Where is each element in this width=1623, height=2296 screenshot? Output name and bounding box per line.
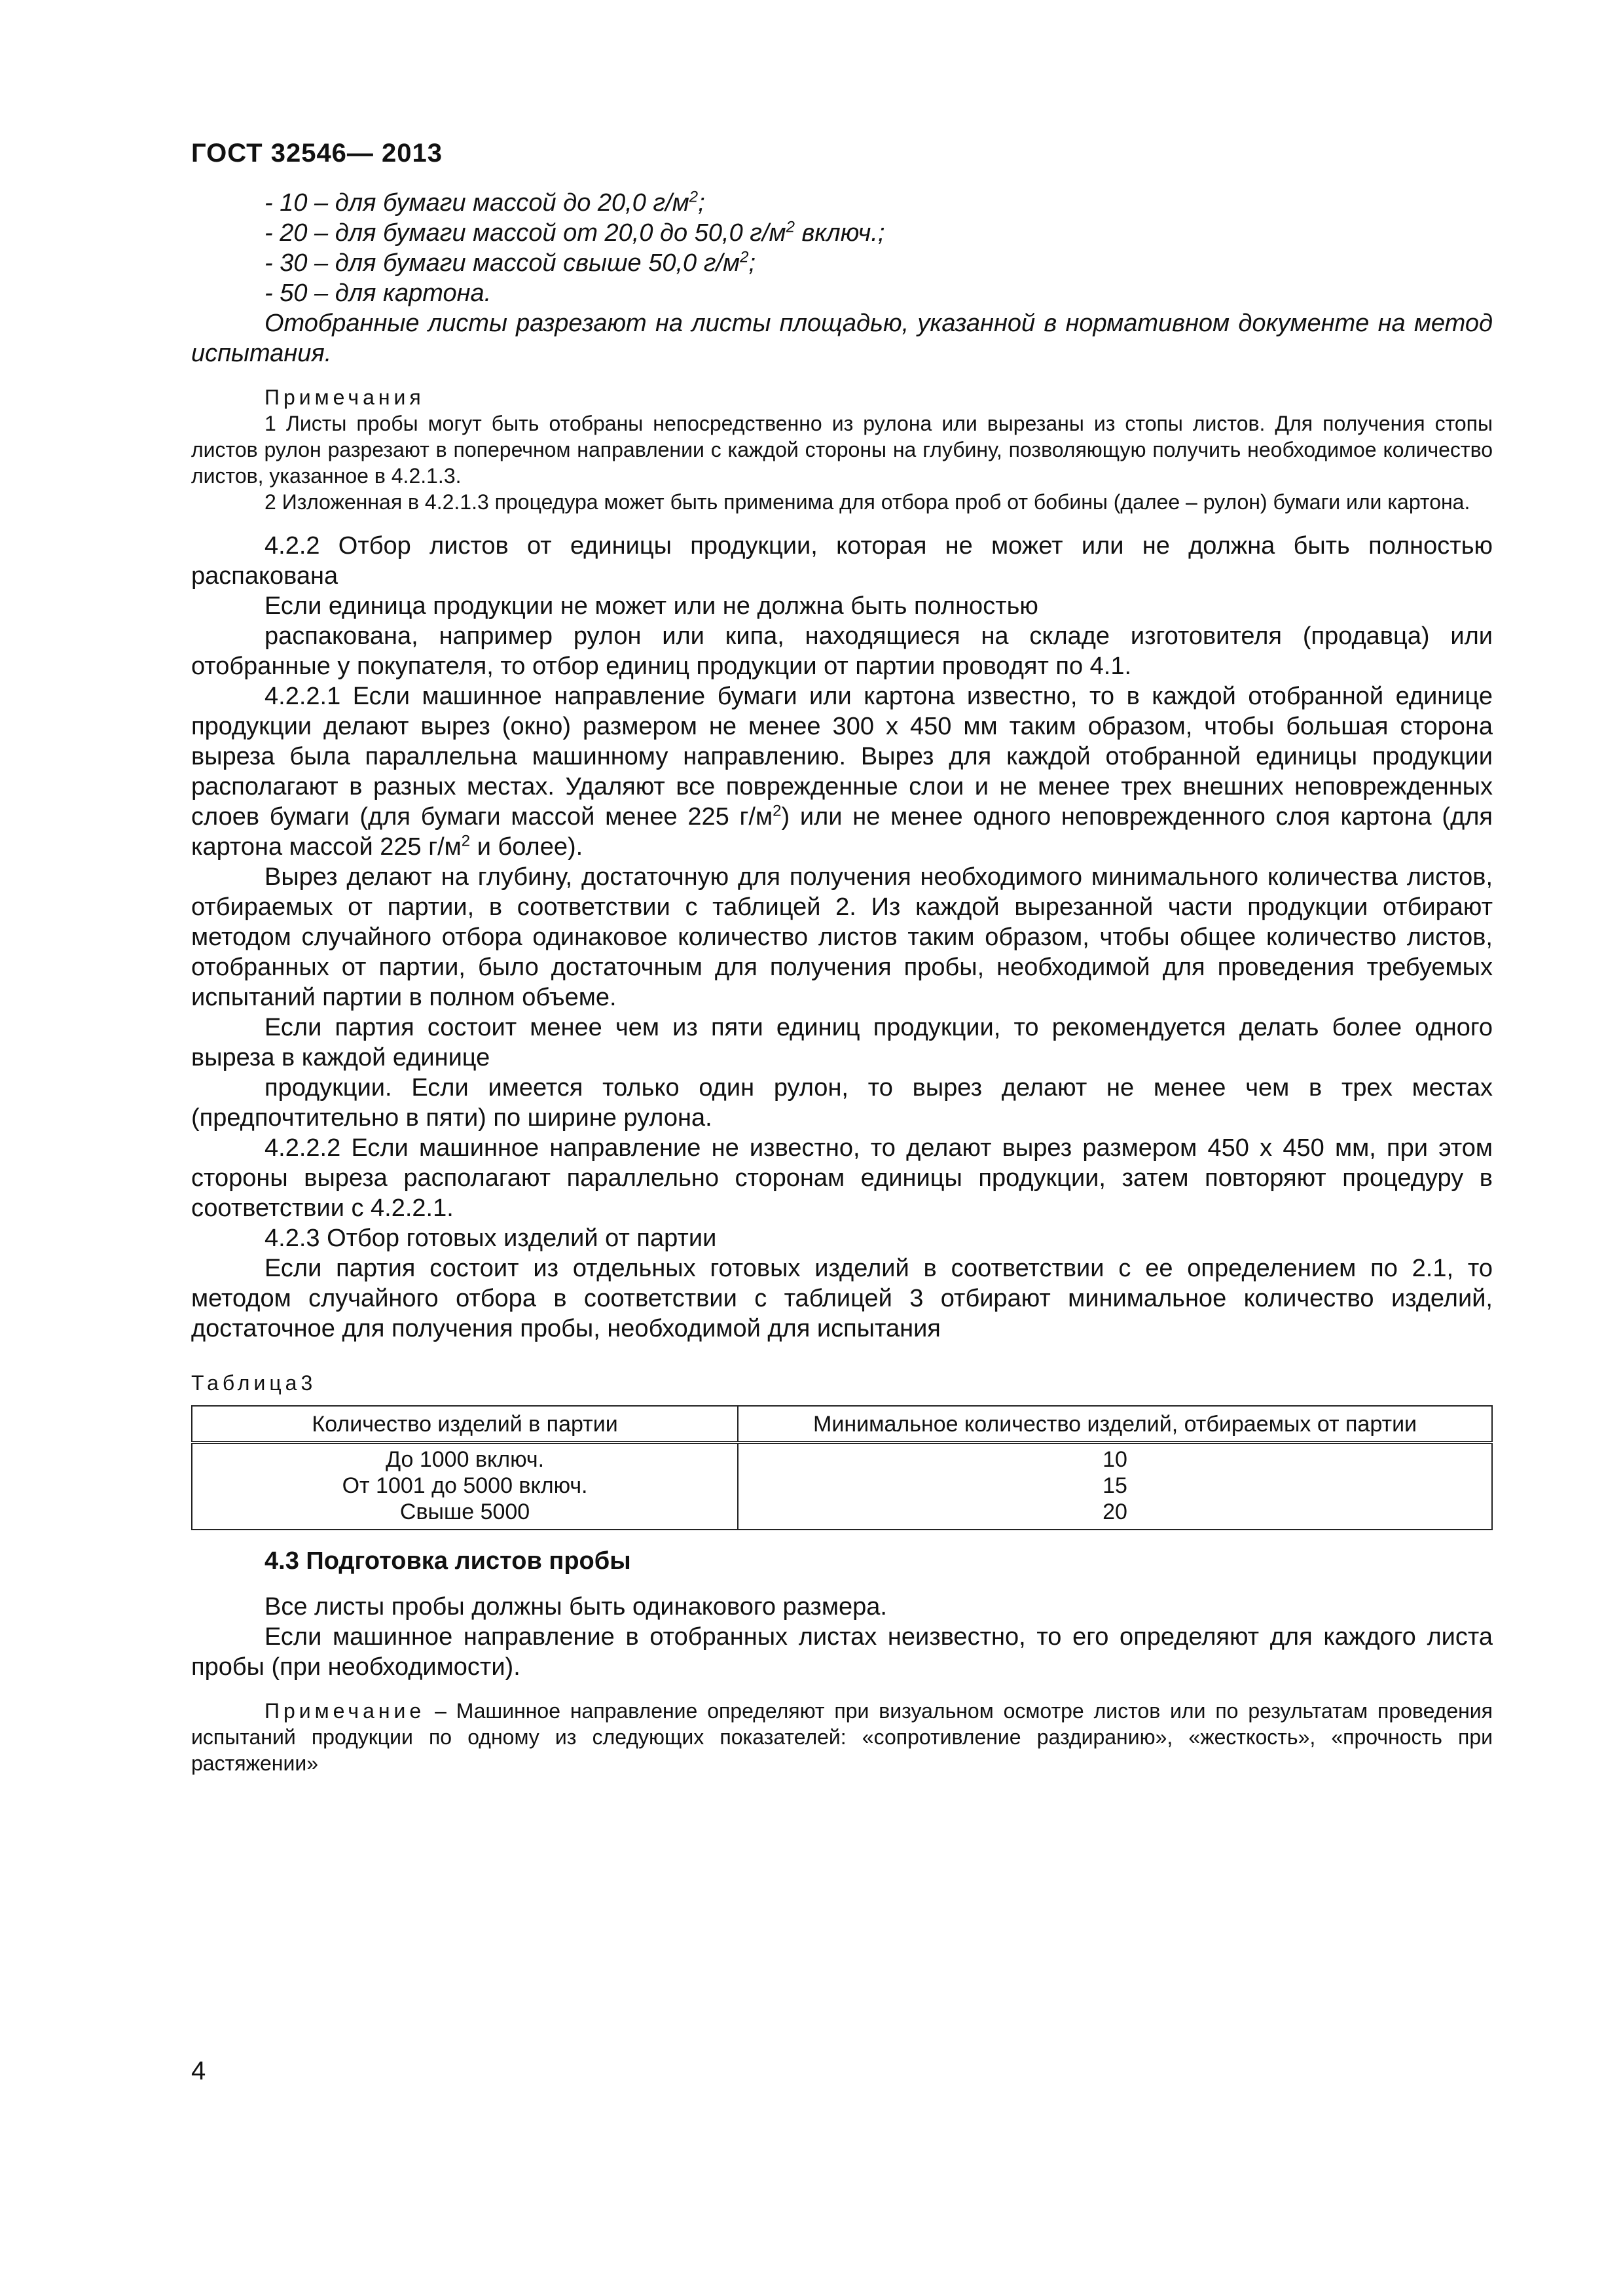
section-4-2-2-title: 4.2.2 Отбор листов от единицы продукции, которая не может или не должна быть полностью распакована <box>191 532 1493 590</box>
paragraph: Если партия состоит менее чем из пяти единиц продукции, то рекомендуется делать более одного выреза в каждой единице <box>191 1014 1493 1071</box>
page-number: 4 <box>191 2056 206 2085</box>
notes-title: Примечания <box>264 386 425 409</box>
paragraph: Если единица продукции не может или не должна быть полностью <box>264 592 1038 620</box>
table-row <box>192 1443 1492 1530</box>
list-item: - 10 – для бумаги массой до 20,0 $г/м^2$; <box>264 188 705 217</box>
section-4-2-2-2: 4.2.2.2 Если машинное направление не известно, то делают вырез размером 450 х 450 мм, при этом стороны выреза располагают параллельно сторонам единицы продукции, затем повторяют процедуру в соответствии с 4.2.2.1. <box>191 1134 1493 1222</box>
paragraph: распакована, например рулон или кипа, находящиеся на складе изготовителя (продавца) или отобранные у покупателя, то отбор единиц продукции от партии проводят по 4.1. <box>191 622 1493 680</box>
list-item: - 20 – для бумаги массой от 20,0 до 50,0 $г/м^2$ включ.; <box>264 218 885 247</box>
paragraph: Вырез делают на глубину, достаточную для получения необходимого минимального количества листов, отбираемых от партии, в соответствии с таблицей 2. Из каждой вырезанной части продукции отбирают методом случайного отбора одинаковое количество листов таким образом, чтобы общее количество листов, отобранных от партии, было достаточным для получения пробы, необходимой для проведения требуемых испытаний партии в полном объеме. <box>191 863 1493 1011</box>
table-3 <box>191 1405 1493 1530</box>
paragraph: Все листы пробы должны быть одинакового размера. <box>264 1593 887 1621</box>
note-2: 2 Изложенная в 4.2.1.3 процедура может быть применима для отбора проб от бобины (далее – рулон) бумаги или картона. <box>264 490 1470 514</box>
list-item: - 30 – для бумаги массой свыше 50,0 $г/м^2$; <box>264 248 756 277</box>
paragraph: Если машинное направление в отобранных листах неизвестно, то его определяют для каждого листа пробы (при необходимости). <box>191 1623 1493 1681</box>
document-page <box>191 139 1493 1776</box>
table-header-cell: Количество изделий в партии <box>192 1406 738 1443</box>
paragraph: Если партия состоит из отдельных готовых изделий в соответствии с ее определением по 2.1, то методом случайного отбора в соответствии с таблицей 3 отбирают минимальное количество изделий, достаточное для получения пробы, необходимой для испытания <box>191 1255 1493 1342</box>
section-4-2-3-title: 4.2.3 Отбор готовых изделий от партии <box>264 1225 717 1252</box>
table-cell: 10 15 20 <box>738 1443 1492 1530</box>
note-1: 1 Листы пробы могут быть отобраны непосредственно из рулона или вырезаны из стопы листов. Для получения стопы листов рулон разрезают в поперечном направлении с каждой стороны на глубину, позволяющую получить необходимое количество листов, указанное в 4.2.1.3. <box>191 412 1493 488</box>
cut-paragraph: Отобранные листы разрезают на листы площадью, указанной в нормативном документе на метод испытания. <box>191 310 1493 367</box>
standard-header: ГОСТ 32546— 2013 <box>191 139 443 168</box>
list-item: - 50 – для картона. <box>264 279 492 307</box>
table-cell: До 1000 включ. От 1001 до 5000 включ. Свыше 5000 <box>192 1443 738 1530</box>
section-4-2-2-1: 4.2.2.1 Если машинное направление бумаги или картона известно, то в каждой отобранной единице продукции делают вырез (окно) размером не менее 300 х 450 мм таким образом, чтобы большая сторона выреза была параллельна машинному направлению. Вырез для каждой отобранной единицы продукции располагают в разных местах. Удаляют все поврежденные слои и не менее трех внешних неповрежденных слоев бумаги (для бумаги массой менее 225 $г/м^2$) или не менее одного неповрежденного слоя картона (для картона массой 225 $г/м^2$ и более). <box>191 683 1493 861</box>
table-header-cell: Минимальное количество изделий, отбираемых от партии <box>738 1406 1492 1443</box>
table-caption: Таблица3 <box>191 1371 317 1395</box>
section-4-3-title: 4.3 Подготовка листов пробы <box>264 1547 631 1575</box>
paragraph: продукции. Если имеется только один рулон, то вырез делают не менее чем в трех местах (предпочтительно в пяти) по ширине рулона. <box>191 1074 1493 1132</box>
final-note: Примечание – Машинное направление определяют при визуальном осмотре листов или по результатам проведения испытаний продукции по одному из следующих показателей: «сопротивление раздиранию», «жесткость», «прочность при растяжении» <box>191 1699 1493 1775</box>
